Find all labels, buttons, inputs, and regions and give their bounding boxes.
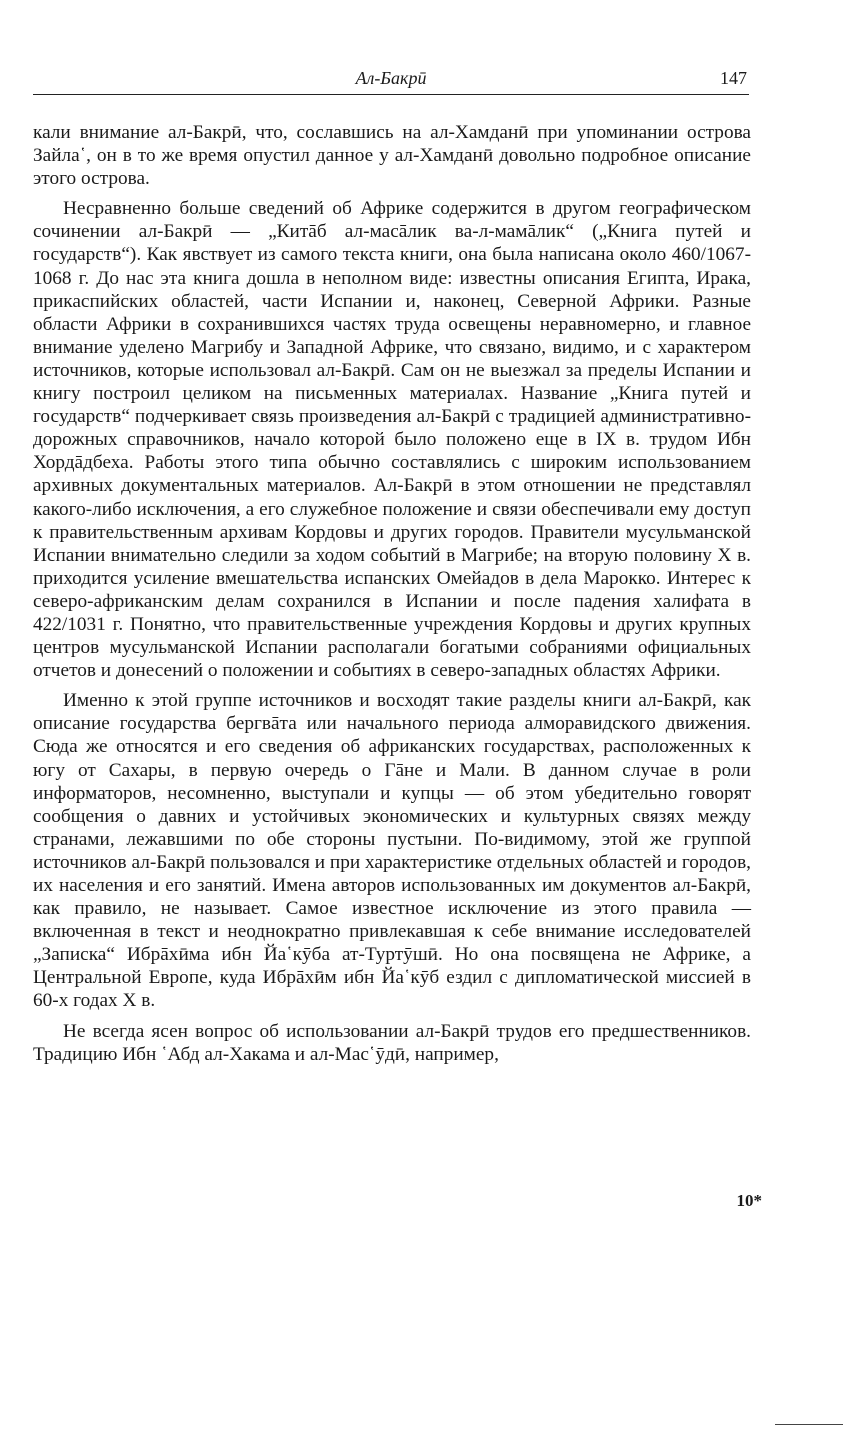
page-header: [33, 66, 749, 95]
paragraph-1: кали внимание ал-Бакрӣ, что, сославшись на ал-Хамданӣ при упоминании острова Зайла῾, он в то же время опустил данное у ал-Хамданӣ довольно подробное описание этого острова.: [33, 122, 751, 190]
paragraph-3: Именно к этой группе источников и восходят такие разделы книги ал-Бакрӣ, как описание государства бергвāта или начального периода алморавидского движения. Сюда же относятся и его сведения об африканских государствах, расположенных к югу от Сахары, в первую очередь о Гāне и Мали. В данном случае в роли информаторов, несомненно, выступали и купцы — об этом убедительно говорят сообщения о давних и устойчивых экономических и культурных связях между странами, лежавшими по обе стороны пустыни. По-видимому, этой же группой источников ал-Бакрӣ пользовался и при характеристике отдельных областей и городов, их населения и его занятий. Имена авторов использованных им документов ал-Бакрӣ, как правило, не называет. Самое известное исключение из этого правила — включенная в текст и неоднократно привлекавшая к себе внимание исследователей „Записка“ Ибрāхӣма ибн Йа῾кӯба ат-Туртӯшӣ. Но она посвящена не Африке, а Центральной Европе, куда Ибрāхӣм ибн Йа῾кӯб ездил с дипломатической миссией в 60-х годах X в.: [33, 690, 751, 1012]
bottom-rule: [775, 1424, 843, 1425]
running-title: Ал-Бакрӣ: [355, 68, 427, 88]
page-number: 147: [720, 68, 747, 88]
sheet-signature: 10*: [736, 1191, 762, 1210]
paragraph-2: Несравненно больше сведений об Африке содержится в другом географическом сочинении ал-Бакрӣ — „Китāб ал-масāлик ва-л-мамāлик“ („Книга путей и государств“). Как явствует из самого текста книги, она была написана около 460/1067-1068 г. До нас эта книга дошла в неполном виде: известны описания Египта, Ирака, прикаспийских областей, части Испании и, наконец, Северной Африки. Разные области Африки в сохранившихся частях труда освещены неравномерно, и главное внимание уделено Магрибу и Западной Африке, что связано, видимо, и с характером источников, которые использовал ал-Бакрӣ. Сам он не выезжал за пределы Испании и книгу построил целиком на письменных материалах. Название „Книга путей и государств“ подчеркивает связь произведения ал-Бакрӣ с традицией административно-дорожных справочников, начало которой было положено еще в IX в. трудом Ибн Хордāдбеха. Работы этого типа обычно составлялись с широким использованием архивных документальных материалов. Ал-Бакрӣ в этом отношении не представлял какого-либо исключения, а его служебное положение и связи обеспечивали ему доступ к правительственным архивам Кордовы и других городов. Правители мусульманской Испании внимательно следили за ходом событий в Магрибе; на вторую половину X в. приходится усиление вмешательства испанских Омейадов в дела Марокко. Интерес к северо-африканским делам сохранился в Испании и после падения халифата в 422/1031 г. Понятно, что правительственные учреждения Кордовы и других крупных центров мусульманской Испании располагали богатыми собраниями официальных отчетов и донесений о положении и событиях в северо-западных областях Африки.: [33, 198, 751, 682]
paragraph-4: Не всегда ясен вопрос об использовании ал-Бакрӣ трудов его предшественников. Традицию Ибн ῾Абд ал-Хакама и ал-Мас῾ӯдӣ, например,: [33, 1020, 751, 1065]
body-text: [33, 121, 751, 1066]
